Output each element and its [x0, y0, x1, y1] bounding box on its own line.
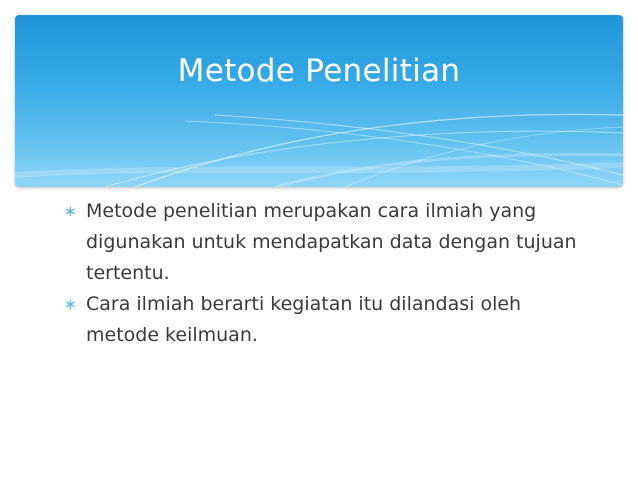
bullet-text: Metode penelitian merupakan cara ilmiah yang digunakan untuk mendapatkan data dengan tujuan tertentu.: [86, 200, 577, 284]
slide-title: Metode Penelitian: [177, 53, 461, 89]
bullet-list: [64, 196, 584, 351]
asterisk-bullet-icon: ∗: [64, 202, 77, 220]
asterisk-bullet-icon: ∗: [64, 295, 77, 313]
bullet-item: [64, 196, 584, 289]
title-banner: [15, 15, 623, 187]
bullet-text: Cara ilmiah berarti kegiatan itu dilandasi oleh metode keilmuan.: [86, 293, 522, 346]
bullet-item: [64, 289, 584, 351]
decorative-wave-lines: [15, 15, 623, 187]
